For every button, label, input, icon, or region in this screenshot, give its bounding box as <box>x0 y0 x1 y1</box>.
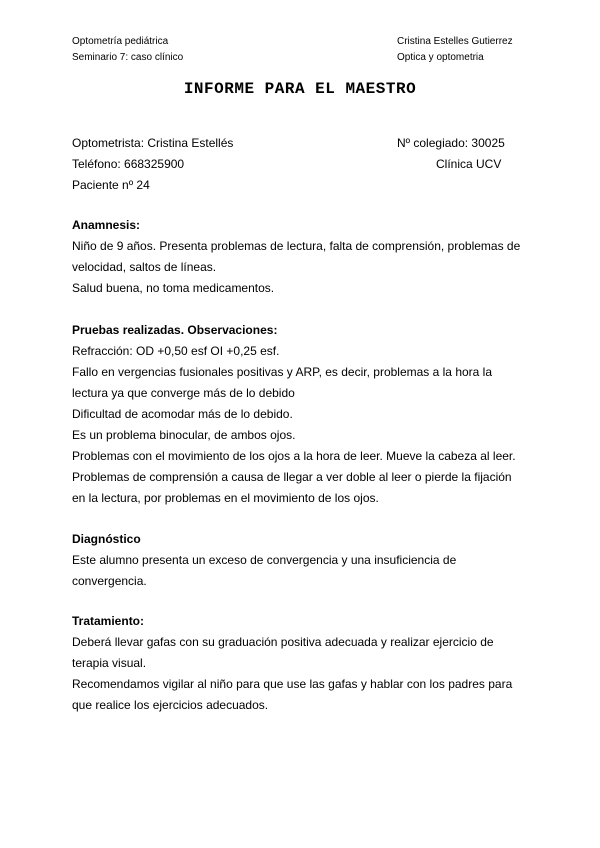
paragraph-line: Problemas de comprensión a causa de llegar a ver doble al leer o pierde la fijación <box>72 470 512 484</box>
paragraph-line: Salud buena, no toma medicamentos. <box>72 281 275 295</box>
header-degree: Optica y optometria <box>397 52 484 63</box>
header-author: Cristina Estelles Gutierrez <box>397 36 513 47</box>
paragraph-line: velocidad, saltos de líneas. <box>72 260 217 274</box>
paragraph-line: Recomendamos vigilar al niño para que use las gafas y hablar con los padres para <box>72 677 513 691</box>
section-tratamiento <box>72 611 532 716</box>
paragraph-line: Fallo en vergencias fusionales positivas y ARP, es decir, problemas a la hora la <box>72 365 493 379</box>
section-diagnostico <box>72 529 532 592</box>
paragraph-line: Dificultad de acomodar más de lo debido. <box>72 407 293 421</box>
paragraph-line: convergencia. <box>72 574 147 588</box>
header-right <box>397 34 513 66</box>
header-left <box>72 34 183 66</box>
paragraph-line: terapia visual. <box>72 656 147 670</box>
paragraph-line: Refracción: OD +0,50 esf OI +0,25 esf. <box>72 344 280 358</box>
diagnostico-heading: Diagnóstico <box>72 532 141 546</box>
section-anamnesis <box>72 215 532 299</box>
document-title: INFORME PARA EL MAESTRO <box>183 80 417 98</box>
optometrist-line: Optometrista: Cristina Estellés <box>72 136 234 150</box>
paragraph-line: Es un problema binocular, de ambos ojos. <box>72 428 296 442</box>
paragraph-line: Este alumno presenta un exceso de convergencia y una insuficiencia de <box>72 553 457 567</box>
patient-line: Paciente nº 24 <box>72 178 150 192</box>
paragraph-line: Niño de 9 años. Presenta problemas de lectura, falta de comprensión, problemas de <box>72 239 521 253</box>
pruebas-heading: Pruebas realizadas. Observaciones: <box>72 323 278 337</box>
tratamiento-heading: Tratamiento: <box>72 614 145 628</box>
header-seminar: Seminario 7: caso clínico <box>72 52 184 63</box>
clinic-line: Clínica UCV <box>436 157 502 171</box>
registration-line: Nº colegiado: 30025 <box>397 136 505 150</box>
paragraph-line: en la lectura, por problemas en el movimiento de los ojos. <box>72 491 379 505</box>
info-block-left <box>72 133 233 196</box>
header-course: Optometría pediátrica <box>72 36 169 47</box>
paragraph-line: lectura ya que converge más de lo debido <box>72 386 295 400</box>
anamnesis-heading: Anamnesis: <box>72 218 141 232</box>
paragraph-line: Deberá llevar gafas con su graduación positiva adecuada y realizar ejercicio de <box>72 635 494 649</box>
paragraph-line: que realice los ejercicios adecuados. <box>72 698 269 712</box>
phone-line: Teléfono: 668325900 <box>72 157 185 171</box>
paragraph-line: Problemas con el movimiento de los ojos a la hora de leer. Mueve la cabeza al leer. <box>72 449 516 463</box>
section-pruebas <box>72 320 532 509</box>
